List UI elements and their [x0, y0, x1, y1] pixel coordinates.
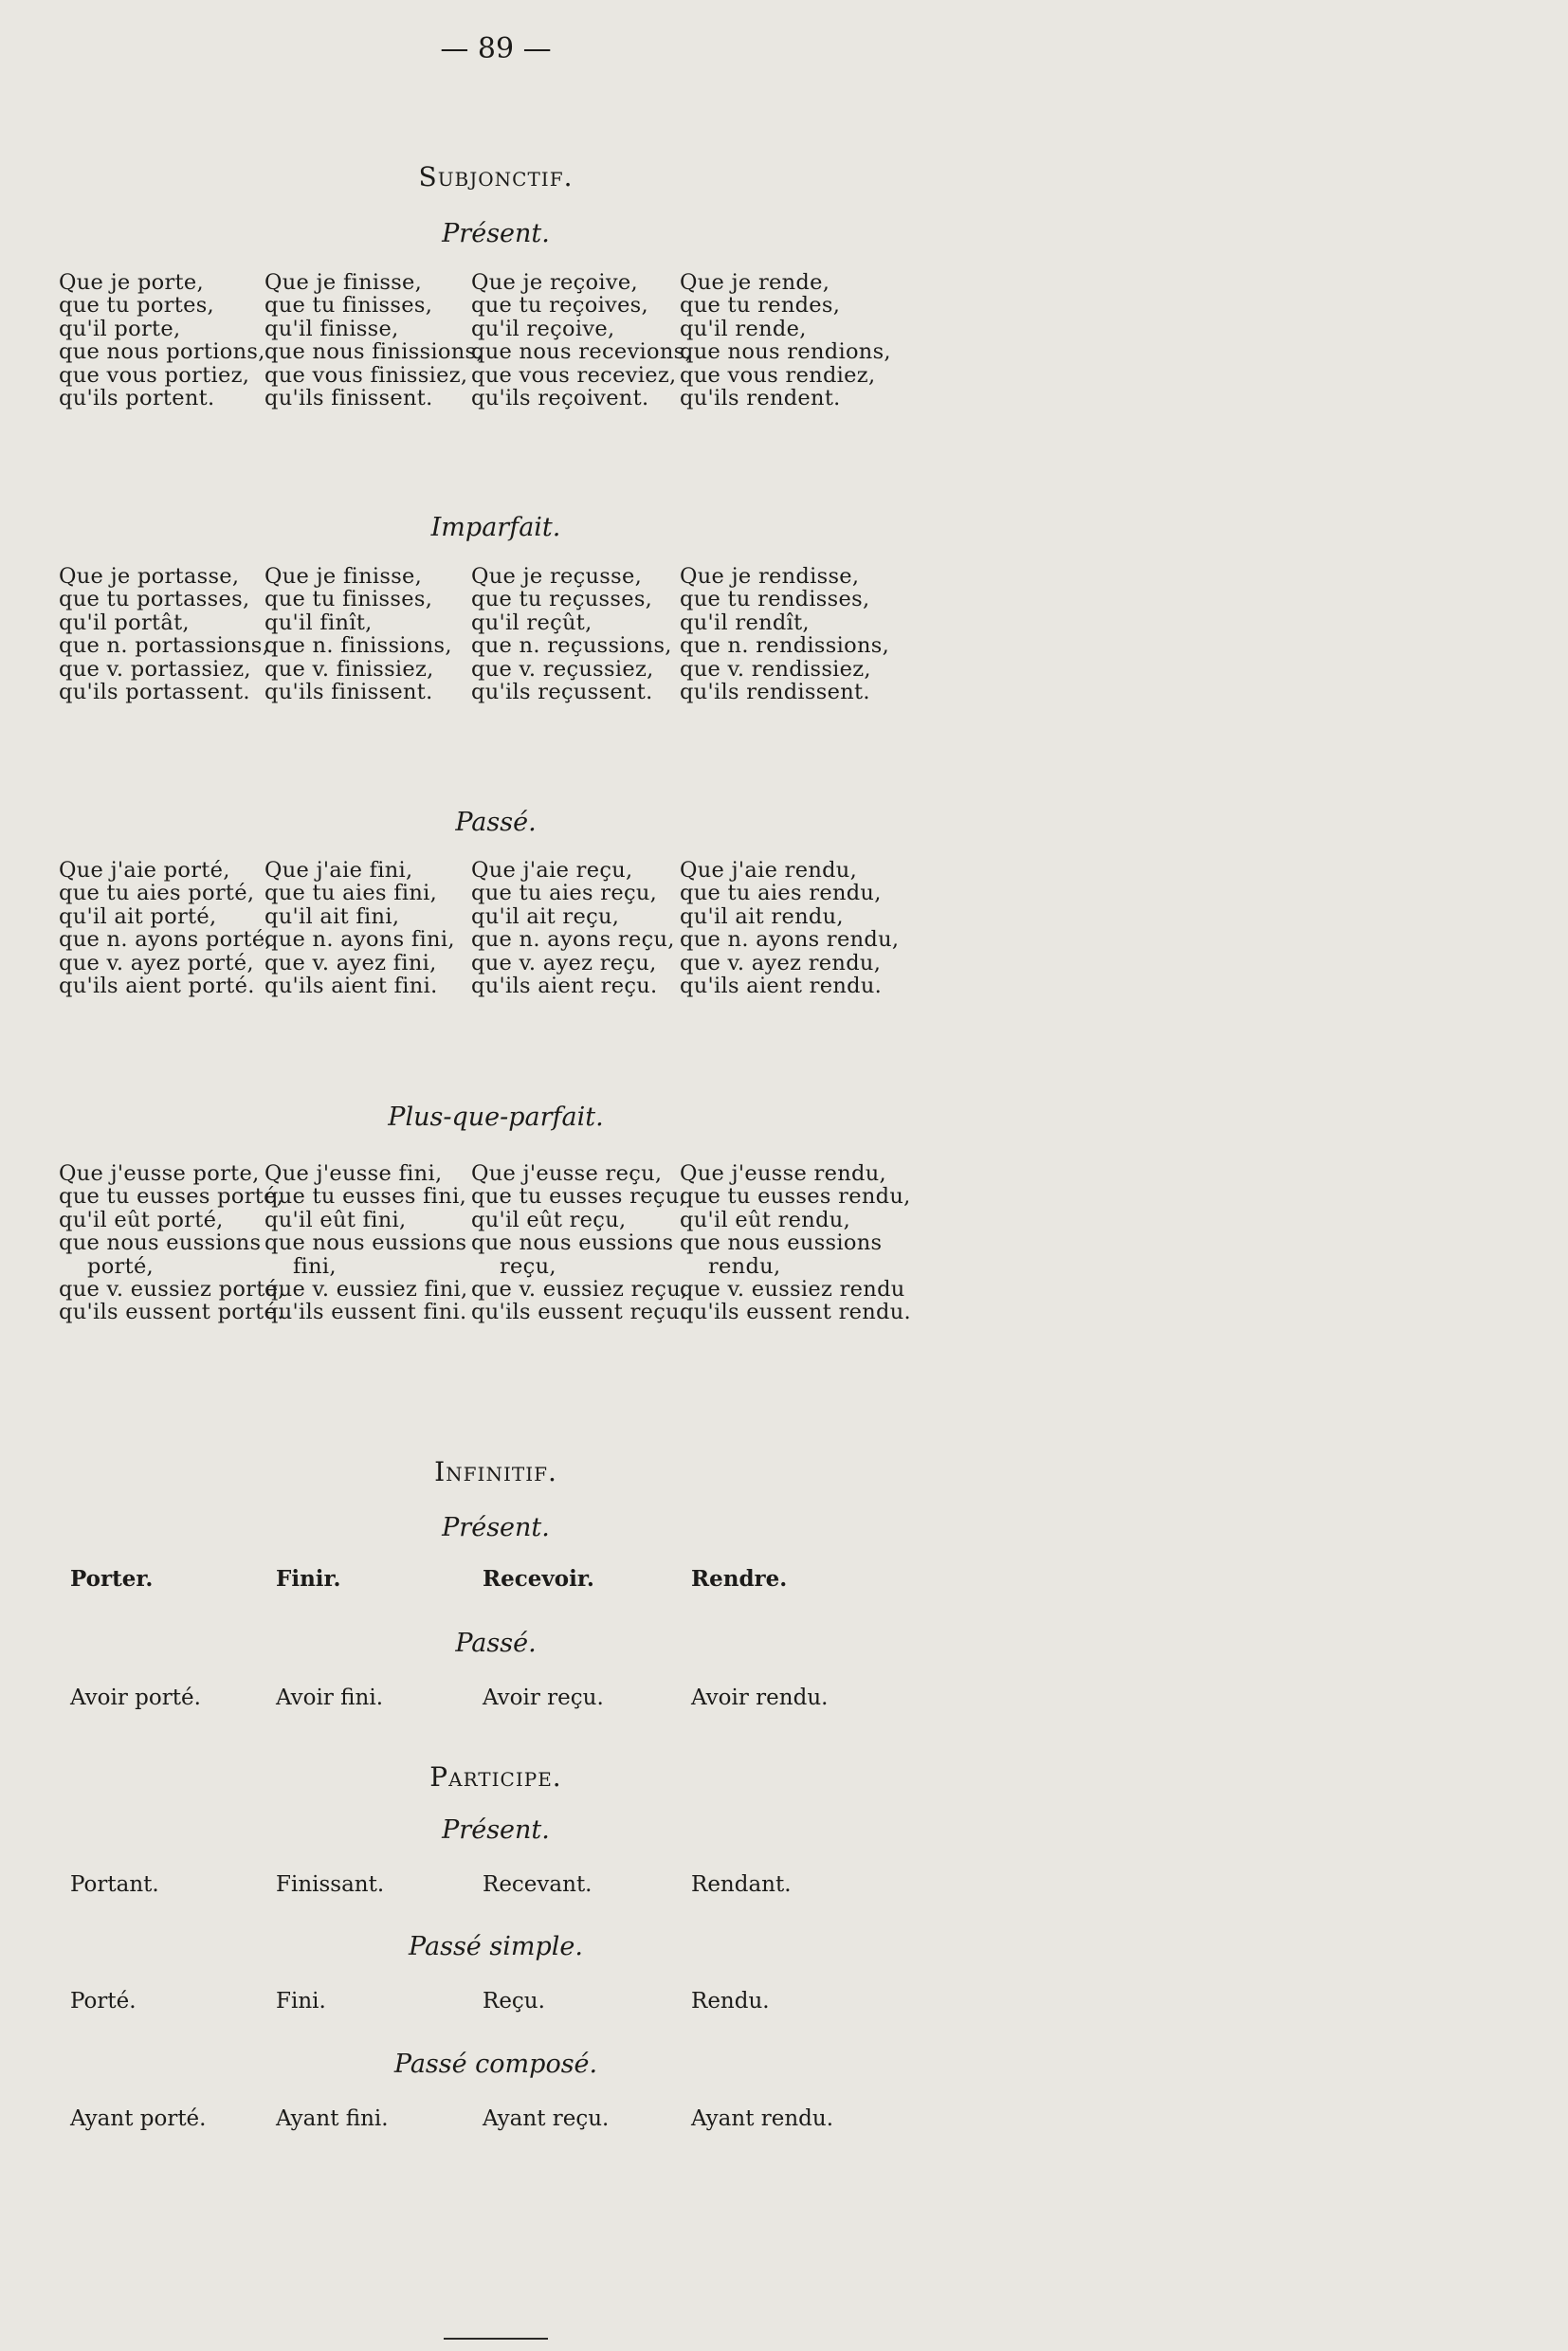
cell: que n. reçussions,: [471, 633, 672, 659]
cell: que tu rendisses,: [680, 587, 870, 612]
cell: que n. ayons rendu,: [680, 927, 900, 953]
form: Ayant rendu.: [691, 2106, 834, 2131]
cell: que v. ayez porté,: [59, 950, 254, 975]
cell: qu'ils aient rendu.: [680, 973, 883, 998]
cell: qu'il ait fini,: [264, 903, 400, 929]
cell: que tu rendes,: [680, 293, 841, 319]
cell: que vous finissiez,: [264, 362, 468, 388]
cell: qu'il eût rendu,: [680, 1207, 851, 1232]
cell: Que je porte,: [59, 270, 204, 295]
cell: qu'ils eussent fini.: [264, 1300, 467, 1325]
participe-passe-simple-row: [70, 1989, 923, 2014]
conjugation-row: [59, 317, 912, 339]
conjugation-row: [59, 611, 912, 633]
cell: qu'ils aient porté.: [59, 973, 255, 998]
cell: Que je finisse,: [264, 270, 423, 295]
cell: Que je portasse,: [59, 564, 240, 589]
form: Porter.: [70, 1566, 154, 1592]
cell: que tu aies fini,: [264, 881, 438, 906]
cell: qu'ils finissent.: [264, 679, 433, 704]
cell: que v. ayez fini,: [264, 950, 437, 975]
conjugation-row: [59, 339, 912, 365]
cell: qu'ils eussent reçu.: [471, 1300, 687, 1325]
cell: qu'ils rendissent.: [680, 679, 870, 704]
cell: qu'il ait reçu,: [471, 903, 620, 929]
conjugation-row: [59, 1230, 912, 1256]
cell: qu'il reçoive,: [471, 316, 615, 341]
cell: qu'il porte,: [59, 316, 181, 341]
conjugation-row: [59, 1300, 912, 1325]
cell: que v. rendissiez,: [680, 656, 871, 682]
tense-label-infinitif-passe: Passé.: [455, 1629, 537, 1658]
form: Rendre.: [691, 1566, 788, 1592]
cell: Que je rendisse,: [680, 564, 860, 589]
cell: Que j'aie fini,: [264, 858, 413, 883]
cell: que n. portassions,: [59, 633, 270, 659]
conjugation-row: [59, 386, 912, 409]
cell: que n. ayons reçu,: [471, 927, 675, 953]
closing-rule: [444, 2338, 548, 2340]
cell: que n. rendissions,: [680, 633, 890, 659]
page-number: — 89 —: [440, 32, 552, 65]
cell: que tu aies rendu,: [680, 881, 882, 906]
cell: Que j'eusse fini,: [264, 1161, 443, 1186]
cell: rendu,: [708, 1253, 781, 1279]
cell: que tu finisses,: [264, 293, 433, 319]
tense-label-infinitif-present: Présent.: [442, 1513, 550, 1542]
conjugation-row: [59, 587, 912, 610]
cell: que v. ayez rendu,: [680, 950, 882, 975]
cell: que v. eussiez rendu: [680, 1276, 905, 1302]
cell: que tu finisses,: [264, 587, 433, 612]
cell: que v. finissiez,: [264, 656, 434, 682]
cell: qu'ils aient fini.: [264, 973, 438, 998]
cell: qu'il eût fini,: [264, 1207, 407, 1232]
cell: que tu eusses fini,: [264, 1184, 467, 1210]
cell: que vous portiez,: [59, 362, 250, 388]
form: Ayant porté.: [70, 2106, 207, 2131]
form: Avoir rendu.: [691, 1686, 829, 1710]
cell: que v. reçussiez,: [471, 656, 654, 682]
form: Avoir reçu.: [483, 1686, 604, 1710]
tense-label-participe-passe-compose: Passé composé.: [393, 2050, 598, 2079]
form: Finissant.: [276, 1872, 385, 1897]
cell: que vous receviez,: [471, 362, 677, 388]
cell: que tu aies reçu,: [471, 881, 658, 906]
cell: Que je reçusse,: [471, 564, 643, 589]
conjugation-block-imparfait: [59, 564, 912, 702]
conjugation-row: [59, 974, 912, 996]
cell: que nous rendions,: [680, 339, 891, 365]
cell: que v. eussiez porté,: [59, 1276, 285, 1302]
cell: que n. ayons porté,: [59, 927, 272, 953]
conjugation-row: [59, 1208, 912, 1230]
cell: Que j'eusse porte,: [59, 1161, 260, 1186]
cell: qu'il eût porté,: [59, 1207, 224, 1232]
cell: reçu,: [500, 1253, 556, 1279]
cell: que nous eussions: [59, 1230, 262, 1256]
infinitif-passe-row: [70, 1686, 923, 1710]
conjugation-row: [59, 1277, 912, 1300]
conjugation-row: [59, 680, 912, 702]
cell: qu'ils aient reçu.: [471, 973, 658, 998]
cell: que nous eussions: [680, 1230, 883, 1256]
cell: qu'il rende,: [680, 316, 807, 341]
cell: Que j'eusse rendu,: [680, 1161, 886, 1186]
cell: qu'il rendît,: [680, 610, 810, 635]
cell: que nous eussions: [471, 1230, 674, 1256]
cell: que nous eussions: [264, 1230, 467, 1256]
tense-label-imparfait: Imparfait.: [430, 513, 561, 542]
cell: que nous finissions,: [264, 339, 483, 365]
cell: qu'il finisse,: [264, 316, 399, 341]
form: Rendant.: [691, 1872, 792, 1897]
conjugation-row: [59, 1254, 912, 1277]
cell: qu'ils rendent.: [680, 385, 841, 410]
cell: que v. portassiez,: [59, 656, 251, 682]
cell: Que je finisse,: [264, 564, 423, 589]
cell: que v. eussiez fini,: [264, 1276, 468, 1302]
conjugation-row: [59, 927, 912, 953]
cell: que nous recevions,: [471, 339, 692, 365]
cell: que tu portes,: [59, 293, 215, 319]
cell: qu'ils portassent.: [59, 679, 250, 704]
participe-present-row: [70, 1872, 923, 1897]
cell: que tu reçusses,: [471, 587, 653, 612]
tense-label-present: Présent.: [442, 219, 550, 248]
cell: qu'il eût reçu,: [471, 1207, 627, 1232]
form: Finir.: [276, 1566, 341, 1592]
cell: qu'ils eussent rendu.: [680, 1300, 911, 1325]
conjugation-block-passe: [59, 858, 912, 996]
conjugation-row: [59, 564, 912, 587]
section-heading-participe: Participe.: [429, 1761, 562, 1793]
form: Recevoir.: [483, 1566, 594, 1592]
cell: Que je rende,: [680, 270, 830, 295]
tense-label-plus-que-parfait: Plus-que-parfait.: [388, 1103, 604, 1132]
conjugation-row: [59, 1161, 912, 1184]
cell: fini,: [293, 1253, 337, 1279]
cell: que v. ayez reçu,: [471, 950, 657, 975]
conjugation-row: [59, 1184, 912, 1210]
form: Ayant reçu.: [483, 2106, 610, 2131]
cell: qu'il ait rendu,: [680, 903, 844, 929]
cell: Que j'eusse reçu,: [471, 1161, 663, 1186]
tense-label-participe-present: Présent.: [442, 1815, 550, 1845]
form: Rendu.: [691, 1989, 770, 2014]
tense-label-participe-passe-simple: Passé simple.: [409, 1932, 583, 1961]
conjugation-row: [59, 858, 912, 881]
form: Avoir porté.: [70, 1686, 201, 1710]
cell: que vous rendiez,: [680, 362, 876, 388]
cell: Que j'aie rendu,: [680, 858, 858, 883]
conjugation-row: [59, 270, 912, 293]
cell: que tu reçoives,: [471, 293, 648, 319]
cell: porté,: [87, 1253, 155, 1279]
cell: Que j'aie porté,: [59, 858, 230, 883]
conjugation-row: [59, 951, 912, 974]
conjugation-row: [59, 657, 912, 680]
form: Avoir fini.: [276, 1686, 384, 1710]
cell: que tu aies porté,: [59, 881, 255, 906]
form: Fini.: [276, 1989, 326, 2014]
conjugation-row: [59, 363, 912, 386]
cell: que n. finissions,: [264, 633, 452, 659]
cell: qu'ils reçoivent.: [471, 385, 649, 410]
conjugation-row: [59, 904, 912, 927]
cell: que tu portasses,: [59, 587, 250, 612]
section-heading-subjonctif: Subjonctif.: [418, 161, 574, 192]
cell: que n. ayons fini,: [264, 927, 455, 953]
section-heading-infinitif: Infinitif.: [434, 1456, 557, 1487]
form: Recevant.: [483, 1872, 593, 1897]
cell: Que je reçoive,: [471, 270, 638, 295]
cell: qu'ils eussent porté.: [59, 1300, 284, 1325]
conjugation-block-plus-que-parfait: [59, 1161, 912, 1323]
cell: qu'il reçût,: [471, 610, 593, 635]
conjugation-row: [59, 881, 912, 906]
cell: qu'ils finissent.: [264, 385, 433, 410]
form: Porté.: [70, 1989, 137, 2014]
cell: que nous portions,: [59, 339, 265, 365]
tense-label-passe: Passé.: [455, 808, 537, 837]
conjugation-row: [59, 293, 912, 319]
form: Reçu.: [483, 1989, 545, 2014]
cell: qu'ils portent.: [59, 385, 215, 410]
form: Portant.: [70, 1872, 159, 1897]
cell: Que j'aie reçu,: [471, 858, 633, 883]
conjugation-row: [59, 633, 912, 659]
cell: que tu eusses reçu,: [471, 1184, 686, 1210]
cell: que v. eussiez reçu,: [471, 1276, 688, 1302]
cell: qu'il finît,: [264, 610, 373, 635]
conjugation-block-present: [59, 270, 912, 409]
cell: que tu eusses rendu,: [680, 1184, 911, 1210]
cell: que tu eusses porté,: [59, 1184, 284, 1210]
participe-passe-compose-row: [70, 2106, 923, 2131]
cell: qu'il portât,: [59, 610, 190, 635]
cell: qu'ils reçussent.: [471, 679, 653, 704]
infinitif-present-row: [70, 1566, 923, 1592]
cell: qu'il ait porté,: [59, 903, 217, 929]
form: Ayant fini.: [276, 2106, 389, 2131]
